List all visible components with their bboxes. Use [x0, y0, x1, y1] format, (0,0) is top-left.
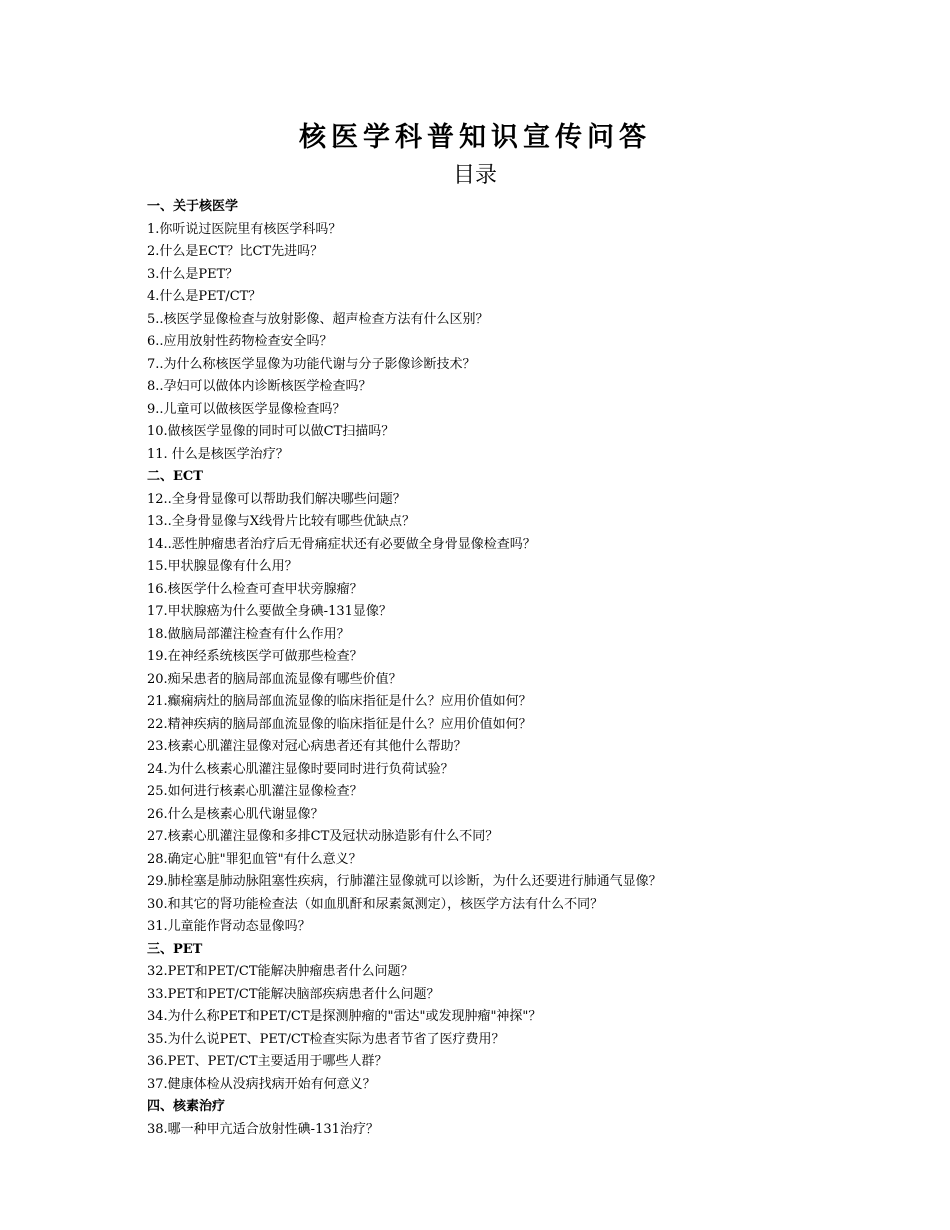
toc-item: 5..核医学显像检查与放射影像、超声检查方法有什么区别？: [147, 311, 489, 327]
toc-item: 7..为什么称核医学显像为功能代谢与分子影像诊断技术？: [147, 356, 476, 372]
toc-item: 3.什么是PET？: [147, 266, 239, 282]
toc-item: 37.健康体检从没病找病开始有何意义？: [147, 1076, 376, 1092]
toc-item: 6..应用放射性药物检查安全吗？: [147, 334, 333, 349]
document-title: 核医学科普知识宣传问答: [299, 122, 651, 153]
toc-item: 17.甲状腺癌为什么要做全身碘-131显像？: [147, 604, 392, 619]
toc-item: 35.为什么说PET、PET/CT检查实际为患者节省了医疗费用？: [147, 1031, 505, 1047]
toc-item: 12..全身骨显像可以帮助我们解决哪些问题？: [147, 491, 406, 507]
toc-item: 23.核素心肌灌注显像对冠心病患者还有其他什么帮助？: [147, 739, 467, 754]
toc-item: 10.做核医学显像的同时可以做CT扫描吗？: [147, 424, 395, 439]
toc-heading: 目录: [452, 163, 497, 188]
toc-section-heading: 二、ECT: [147, 469, 203, 484]
toc-item: 22.精神疾病的脑局部血流显像的临床指征是什么？应用价值如何？: [147, 716, 532, 732]
toc-item: 34.为什么称PET和PET/CT是探测肿瘤的"雷达"或发现肿瘤"神探"？: [147, 1009, 542, 1024]
toc-item: 32.PET和PET/CT能解决肿瘤患者什么问题？: [147, 964, 414, 979]
toc-item: 20.痴呆患者的脑局部血流显像有哪些价值？: [147, 671, 402, 687]
toc-item: 33.PET和PET/CT能解决脑部疾病患者什么问题？: [147, 986, 440, 1002]
toc-item: 27.核素心肌灌注显像和多排CT及冠状动脉造影有什么不同？: [147, 829, 499, 844]
table-of-contents: [147, 196, 927, 1141]
toc-item: 1.你听说过医院里有核医学科吗？: [147, 221, 342, 237]
toc-item: 29.肺栓塞是肺动脉阻塞性疾病，行肺灌注显像就可以诊断，为什么还要进行肺通气显像？: [147, 874, 662, 889]
toc-item: 36.PET、PET/CT主要适用于哪些人群？: [147, 1054, 388, 1069]
toc-item: 18.做脑局部灌注检查有什么作用？: [147, 626, 350, 642]
toc-item: 11. 什么是核医学治疗？: [147, 446, 289, 462]
toc-item: 21.癫痫病灶的脑局部血流显像的临床指征是什么？应用价值如何？: [147, 694, 532, 709]
toc-item: 26.什么是核素心肌代谢显像？: [147, 806, 324, 822]
toc-item: 28.确定心脏"罪犯血管"有什么意义？: [147, 851, 362, 867]
toc-section-heading: 四、核素治疗: [147, 1099, 226, 1114]
toc-item: 24.为什么核素心肌灌注显像时要同时进行负荷试验？: [147, 761, 454, 777]
toc-item: 2.什么是ECT？比CT先进吗？: [147, 244, 324, 259]
toc-item: 14..恶性肿瘤患者治疗后无骨痛症状还有必要做全身骨显像检查吗？: [147, 536, 536, 552]
toc-item: 19.在神经系统核医学可做那些检查？: [147, 649, 363, 664]
toc-item: 8..孕妇可以做体内诊断核医学检查吗？: [147, 379, 372, 394]
toc-item: 30.和其它的肾功能检查法（如血肌酐和尿素氮测定），核医学方法有什么不同？: [147, 896, 604, 912]
toc-item: 15.甲状腺显像有什么用？: [147, 559, 298, 574]
toc-item: 4.什么是PET/CT？: [147, 289, 262, 304]
toc-item: 13..全身骨显像与X线骨片比较有哪些优缺点？: [147, 514, 416, 529]
toc-item: 38.哪一种甲亢适合放射性碘-131治疗？: [147, 1121, 379, 1137]
toc-item: 31.儿童能作肾动态显像吗？: [147, 919, 311, 934]
toc-item: 16.核医学什么检查可查甲状旁腺瘤？: [147, 581, 363, 597]
toc-section-heading: 一、关于核医学: [147, 199, 239, 214]
toc-section-heading: 三、PET: [147, 941, 203, 957]
toc-item: 25.如何进行核素心肌灌注显像检查？: [147, 784, 363, 799]
toc-item: 9..儿童可以做核医学显像检查吗？: [147, 401, 346, 417]
